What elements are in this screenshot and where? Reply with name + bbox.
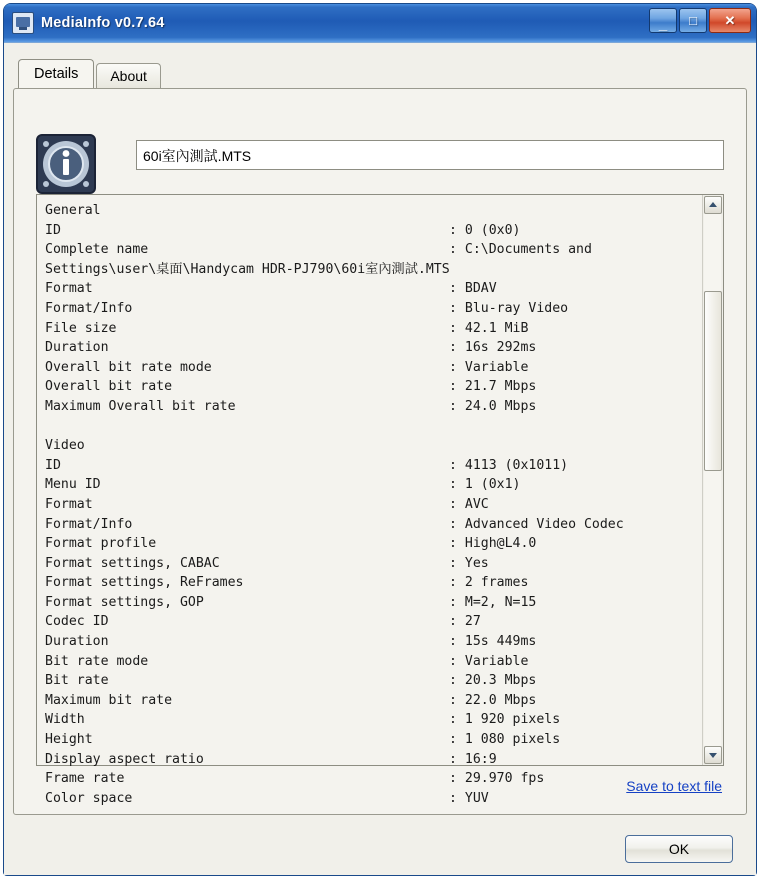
scroll-down-button[interactable]	[704, 746, 722, 764]
report-value: : Variable	[449, 653, 529, 669]
report-value: : 16s 292ms	[449, 340, 537, 356]
report-value: : 29.970 fps	[449, 771, 545, 787]
report-value: : BDAV	[449, 281, 497, 297]
report-label: File size	[45, 320, 117, 336]
vertical-scrollbar[interactable]	[702, 195, 723, 765]
report-label: Color space	[45, 790, 133, 806]
mediainfo-window	[3, 3, 757, 876]
report-value: : 2 frames	[449, 575, 529, 591]
minimize-button[interactable]	[649, 8, 677, 33]
report-value: : Variable	[449, 359, 529, 375]
filename-field[interactable]: 60i室內測試.MTS	[136, 140, 724, 170]
mediainfo-icon	[12, 12, 34, 34]
report-label: Format	[45, 496, 93, 512]
report-value: : 27	[449, 614, 481, 630]
report-value: : Yes	[449, 555, 489, 571]
scrollbar-thumb[interactable]	[704, 291, 722, 471]
report-value: : AVC	[449, 496, 489, 512]
report-label: Overall bit rate	[45, 379, 173, 395]
maximize-button[interactable]	[679, 8, 707, 33]
report-value: : 22.0 Mbps	[449, 692, 537, 708]
report-label: ID	[45, 457, 61, 473]
title-bar	[4, 4, 756, 42]
details-panel	[13, 88, 747, 815]
report-value: : Advanced Video Codec	[449, 516, 624, 532]
report-label: Video	[45, 438, 85, 454]
report-value: : C:\Documents and	[449, 242, 592, 258]
report-value: : 1 080 pixels	[449, 732, 561, 748]
save-to-text-file-link[interactable]: Save to text file	[626, 778, 722, 794]
report-label: Duration	[45, 340, 109, 356]
chevron-down-icon	[709, 753, 717, 758]
window-title: MediaInfo v0.7.64	[41, 15, 165, 31]
report-value: : 20.3 Mbps	[449, 673, 537, 689]
report-value: : 42.1 MiB	[449, 320, 529, 336]
close-icon: ✕	[724, 12, 736, 28]
maximize-icon: □	[689, 13, 697, 28]
report-value: : 1 920 pixels	[449, 712, 561, 728]
report-label: Frame rate	[45, 771, 125, 787]
report-label: Format settings, ReFrames	[45, 575, 244, 591]
report-label: General	[45, 203, 101, 218]
scroll-up-button[interactable]	[704, 196, 722, 214]
report-label: Bit rate	[45, 673, 109, 689]
report-label: ID	[45, 222, 61, 238]
report-label: Format settings, CABAC	[45, 555, 220, 571]
report-label: Bit rate mode	[45, 653, 149, 669]
report-value: : M=2, N=15	[449, 594, 537, 610]
report-label: Settings\user\桌面\Handycam HDR-PJ790\60i室內測試.MTS	[45, 261, 450, 277]
chevron-up-icon	[709, 202, 717, 207]
report-label: Format/Info	[45, 300, 133, 316]
report-label: Width	[45, 712, 85, 728]
report-value: : YUV	[449, 790, 489, 806]
ok-button[interactable]: OK	[625, 835, 733, 863]
report-value: : 15s 449ms	[449, 634, 537, 650]
report-label: Format	[45, 281, 93, 297]
tab-details[interactable]: Details	[18, 59, 94, 88]
tab-strip	[18, 60, 163, 88]
report-value: : High@L4.0	[449, 536, 537, 552]
report-label: Maximum bit rate	[45, 692, 173, 708]
window-controls	[649, 8, 751, 33]
minimize-icon: _	[658, 16, 668, 33]
report-value: : 24.0 Mbps	[449, 398, 537, 414]
report-value: : 21.7 Mbps	[449, 379, 537, 395]
report-value: : 1 (0x1)	[449, 477, 521, 493]
report-label: Overall bit rate mode	[45, 359, 212, 375]
report-label: Format/Info	[45, 516, 133, 532]
report-label: Menu ID	[45, 477, 101, 493]
report-value: : 0 (0x0)	[449, 222, 521, 238]
client-area	[4, 42, 756, 875]
report-value: : 16:9	[449, 751, 497, 767]
close-button[interactable]	[709, 8, 751, 33]
report-label: Codec ID	[45, 614, 109, 630]
report-value: : Blu-ray Video	[449, 300, 569, 316]
report-label: Height	[45, 732, 93, 748]
info-icon	[36, 134, 96, 194]
tab-about[interactable]: About	[96, 63, 161, 88]
report-label: Duration	[45, 634, 109, 650]
report-label: Format settings, GOP	[45, 594, 204, 610]
report-label: Format profile	[45, 536, 157, 552]
report-value: : 4113 (0x1011)	[449, 457, 569, 473]
report-label: Maximum Overall bit rate	[45, 398, 236, 414]
report-label: Display aspect ratio	[45, 751, 204, 767]
report-label: Complete name	[45, 242, 149, 258]
